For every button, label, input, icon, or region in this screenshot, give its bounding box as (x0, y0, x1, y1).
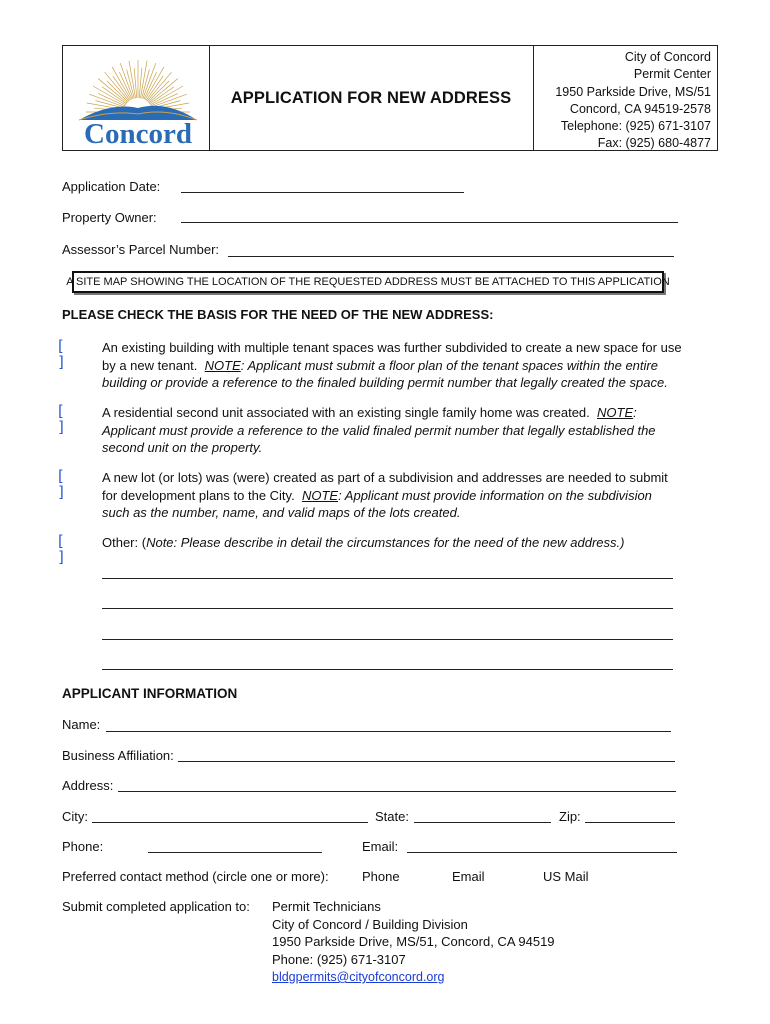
site-map-notice: A SITE MAP SHOWING THE LOCATION OF THE REQUESTED ADDRESS MUST BE ATTACHED TO THIS APPLICATION (72, 271, 664, 293)
city-address-block (555, 49, 711, 153)
parcel-number-label: Assessor’s Parcel Number: (62, 242, 220, 257)
property-owner-label: Property Owner: (62, 210, 157, 225)
address-label: Address: (62, 778, 114, 793)
header-divider (209, 46, 210, 150)
submit-line: Phone: (925) 671-3107 (272, 951, 406, 967)
option-other: Other: (Note: Please describe in detail the circumstances for the need of the new address.) (102, 535, 625, 550)
address-line: Permit Center (633, 67, 711, 82)
option-second-unit: A residential second unit associated with an existing single family home was created. NOTE: Applicant must provide a reference to the valid finaled permit number that legally established the second unit on the property. (102, 405, 656, 455)
other-description-line[interactable] (102, 639, 673, 640)
zip-field[interactable] (585, 822, 675, 823)
zip-label: Zip: (559, 809, 581, 824)
other-description-line[interactable] (102, 669, 673, 670)
submit-label: Submit completed application to: (62, 899, 250, 914)
header-divider (533, 46, 534, 150)
address-line: Telephone: (925) 671-3107 (560, 119, 711, 134)
other-description-line[interactable] (102, 578, 673, 579)
city-label: City: (62, 809, 88, 824)
header-box (62, 45, 718, 151)
address-line: Fax: (925) 680-4877 (597, 136, 711, 151)
state-field[interactable] (414, 822, 551, 823)
application-date-label: Application Date: (62, 179, 161, 194)
business-affiliation-field[interactable] (178, 761, 675, 762)
option-new-lot: A new lot (or lots) was (were) created as part of a subdivision and addresses are needed to submit for development plans to the City. NOTE: Applicant must provide information on the subdivision such as the number, name, and valid maps of the lots created. (102, 470, 668, 520)
submit-contact-block (272, 898, 555, 987)
phone-field[interactable] (148, 852, 322, 853)
property-owner-field[interactable] (181, 222, 678, 223)
phone-label: Phone: (62, 839, 104, 854)
parcel-number-field[interactable] (228, 256, 674, 257)
submit-line: City of Concord / Building Division (272, 916, 468, 932)
page-title: APPLICATION FOR NEW ADDRESS (230, 88, 512, 107)
business-affiliation-label: Business Affiliation: (62, 748, 174, 763)
address-field[interactable] (118, 791, 676, 792)
concord-logo (71, 50, 205, 148)
city-field[interactable] (92, 822, 368, 823)
applicant-heading: APPLICANT INFORMATION (62, 686, 238, 701)
contact-option-phone[interactable]: Phone (362, 869, 400, 884)
checkbox-new-lot[interactable]: [ ] (58, 467, 70, 501)
submit-line: Permit Technicians (272, 899, 381, 914)
logo-text: Concord (84, 118, 192, 148)
submit-email-link[interactable]: bldgpermits@cityofconcord.org (272, 970, 445, 984)
state-label: State: (375, 809, 409, 824)
checkbox-other[interactable]: [ ] (58, 532, 70, 566)
address-line: 1950 Parkside Drive, MS/51 (555, 84, 711, 99)
address-line: Concord, CA 94519-2578 (569, 101, 711, 116)
name-label: Name: (62, 717, 101, 732)
email-field[interactable] (407, 852, 677, 853)
email-label: Email: (362, 839, 399, 854)
basis-heading: PLEASE CHECK THE BASIS FOR THE NEED OF THE NEW ADDRESS: (62, 307, 494, 322)
checkbox-second-unit[interactable]: [ ] (58, 402, 70, 436)
checkbox-tenant-space[interactable]: [ ] (58, 337, 70, 371)
contact-option-us-mail[interactable]: US Mail (543, 869, 589, 884)
application-date-field[interactable] (181, 192, 464, 193)
address-line: City of Concord (624, 50, 711, 64)
contact-option-email[interactable]: Email (452, 869, 485, 884)
other-description-line[interactable] (102, 608, 673, 609)
contact-method-label: Preferred contact method (circle one or more): (62, 869, 329, 884)
submit-line: 1950 Parkside Drive, MS/51, Concord, CA 94519 (272, 934, 555, 949)
option-tenant-space: An existing building with multiple tenant spaces was further subdivided to create a new space for use by a new tenant. NOTE: Applicant must submit a floor plan of the tenant spaces within the entire building or provide a reference to the finaled building permit number that legally created the space. (102, 340, 682, 390)
name-field[interactable] (106, 731, 671, 732)
